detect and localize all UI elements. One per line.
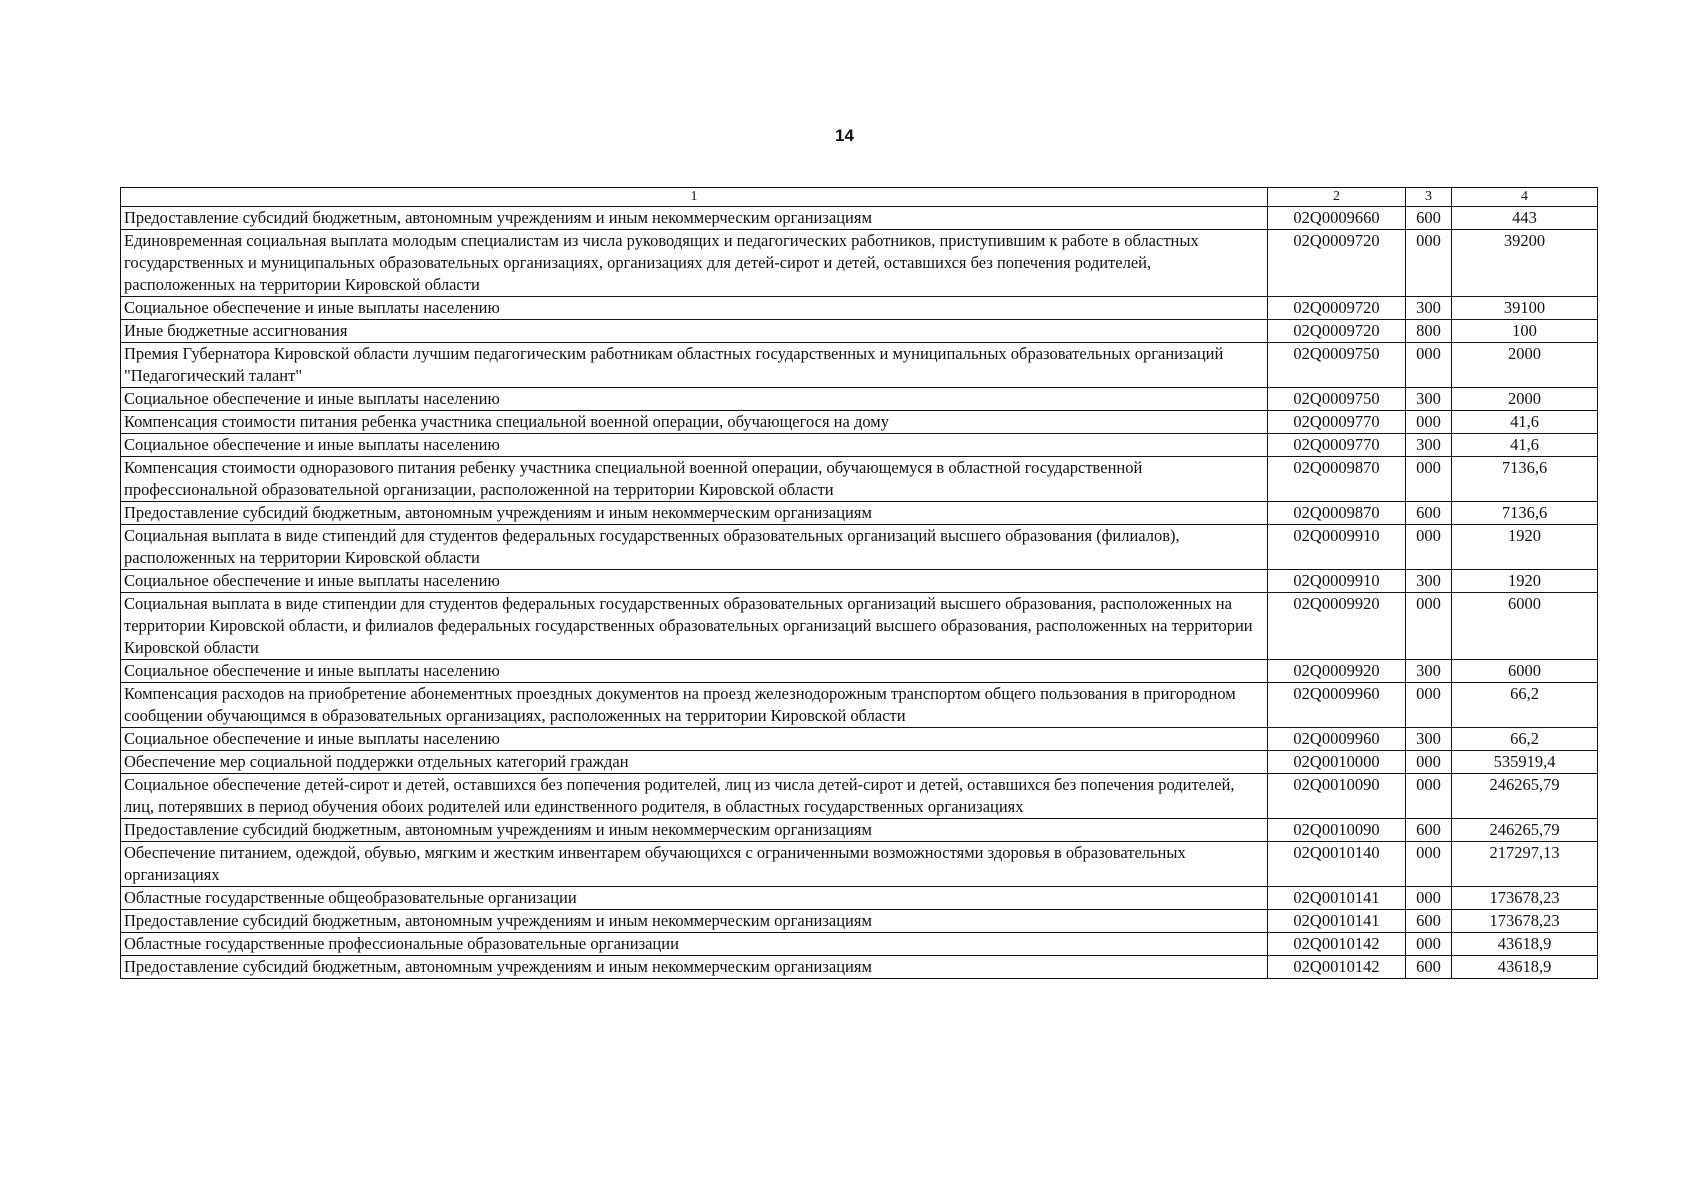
cell-type: 000 <box>1406 933 1452 956</box>
cell-code: 02Q0009770 <box>1268 434 1406 457</box>
table-row <box>121 411 1598 434</box>
cell-type: 000 <box>1406 774 1452 819</box>
cell-amount: 1920 <box>1452 570 1598 593</box>
cell-amount: 66,2 <box>1452 728 1598 751</box>
cell-type: 000 <box>1406 230 1452 297</box>
cell-name: Областные государственные профессиональные образовательные организации <box>121 933 1268 956</box>
cell-type: 600 <box>1406 207 1452 230</box>
cell-type: 300 <box>1406 388 1452 411</box>
cell-amount: 173678,23 <box>1452 887 1598 910</box>
cell-amount: 246265,79 <box>1452 774 1598 819</box>
cell-amount: 217297,13 <box>1452 842 1598 887</box>
table-row <box>121 842 1598 887</box>
cell-code: 02Q0009920 <box>1268 660 1406 683</box>
cell-code: 02Q0009750 <box>1268 388 1406 411</box>
cell-name: Социальное обеспечение и иные выплаты населению <box>121 728 1268 751</box>
cell-type: 000 <box>1406 751 1452 774</box>
budget-table <box>120 187 1598 979</box>
cell-name: Социальное обеспечение и иные выплаты населению <box>121 570 1268 593</box>
cell-name: Социальное обеспечение и иные выплаты населению <box>121 388 1268 411</box>
cell-code: 02Q0009770 <box>1268 411 1406 434</box>
cell-name: Обеспечение питанием, одеждой, обувью, мягким и жестким инвентарем обучающихся с ограниченными возможностями здоровья в образовательных организациях <box>121 842 1268 887</box>
table-row <box>121 683 1598 728</box>
cell-type: 600 <box>1406 819 1452 842</box>
cell-type: 600 <box>1406 502 1452 525</box>
cell-amount: 39100 <box>1452 297 1598 320</box>
cell-amount: 100 <box>1452 320 1598 343</box>
table-row <box>121 933 1598 956</box>
cell-name: Предоставление субсидий бюджетным, автономным учреждениям и иным некоммерческим организациям <box>121 956 1268 979</box>
cell-amount: 39200 <box>1452 230 1598 297</box>
table-row <box>121 751 1598 774</box>
cell-code: 02Q0009910 <box>1268 525 1406 570</box>
cell-type: 000 <box>1406 593 1452 660</box>
cell-amount: 443 <box>1452 207 1598 230</box>
cell-code: 02Q0009720 <box>1268 297 1406 320</box>
table-row <box>121 297 1598 320</box>
table-row <box>121 434 1598 457</box>
cell-name: Социальное обеспечение и иные выплаты населению <box>121 434 1268 457</box>
cell-name: Единовременная социальная выплата молодым специалистам из числа руководящих и педагогических работников, приступившим к работе в областных государственных и муниципальных образовательных организациях, организациях для детей-сирот и детей, оставшихся без попечения родителей, расположенных на территории Кировской области <box>121 230 1268 297</box>
table-row <box>121 502 1598 525</box>
cell-code: 02Q0010141 <box>1268 887 1406 910</box>
cell-amount: 2000 <box>1452 388 1598 411</box>
page-number: 14 <box>835 126 854 145</box>
cell-name: Социальная выплата в виде стипендии для студентов федеральных государственных образовательных организаций высшего образования, расположенных на территории Кировской области, и филиалов федеральных государственных образовательных организаций высшего образования, расположенных на территории Кировской области <box>121 593 1268 660</box>
table-row <box>121 956 1598 979</box>
cell-code: 02Q0009870 <box>1268 457 1406 502</box>
table-row <box>121 388 1598 411</box>
table-row <box>121 660 1598 683</box>
table-row <box>121 525 1598 570</box>
cell-code: 02Q0009920 <box>1268 593 1406 660</box>
table-row <box>121 593 1598 660</box>
cell-amount: 6000 <box>1452 593 1598 660</box>
cell-code: 02Q0010141 <box>1268 910 1406 933</box>
table-row <box>121 320 1598 343</box>
cell-code: 02Q0010142 <box>1268 933 1406 956</box>
cell-type: 000 <box>1406 683 1452 728</box>
cell-code: 02Q0009750 <box>1268 343 1406 388</box>
cell-amount: 66,2 <box>1452 683 1598 728</box>
cell-name: Компенсация стоимости питания ребенка участника специальной военной операции, обучающегося на дому <box>121 411 1268 434</box>
table-body <box>121 207 1598 979</box>
cell-name: Обеспечение мер социальной поддержки отдельных категорий граждан <box>121 751 1268 774</box>
cell-amount: 173678,23 <box>1452 910 1598 933</box>
cell-amount: 7136,6 <box>1452 502 1598 525</box>
table-row <box>121 570 1598 593</box>
cell-amount: 246265,79 <box>1452 819 1598 842</box>
cell-type: 300 <box>1406 660 1452 683</box>
cell-name: Областные государственные общеобразовательные организации <box>121 887 1268 910</box>
cell-name: Предоставление субсидий бюджетным, автономным учреждениям и иным некоммерческим организациям <box>121 502 1268 525</box>
cell-code: 02Q0010000 <box>1268 751 1406 774</box>
column-header-type: 3 <box>1406 188 1452 207</box>
table-row <box>121 774 1598 819</box>
cell-amount: 43618,9 <box>1452 956 1598 979</box>
column-header-amount: 4 <box>1452 188 1598 207</box>
table-row <box>121 819 1598 842</box>
cell-name: Компенсация стоимости одноразового питания ребенку участника специальной военной операции, обучающемуся в областной государственной профессиональной образовательной организации, расположенной на территории Кировской области <box>121 457 1268 502</box>
cell-code: 02Q0010090 <box>1268 774 1406 819</box>
column-header-name: 1 <box>121 188 1268 207</box>
cell-amount: 43618,9 <box>1452 933 1598 956</box>
cell-name: Социальное обеспечение и иные выплаты населению <box>121 660 1268 683</box>
cell-name: Предоставление субсидий бюджетным, автономным учреждениям и иным некоммерческим организациям <box>121 819 1268 842</box>
cell-code: 02Q0009720 <box>1268 230 1406 297</box>
table-row <box>121 910 1598 933</box>
cell-amount: 7136,6 <box>1452 457 1598 502</box>
cell-name: Социальная выплата в виде стипендий для студентов федеральных государственных образовательных организаций высшего образования (филиалов), расположенных на территории Кировской области <box>121 525 1268 570</box>
cell-code: 02Q0010090 <box>1268 819 1406 842</box>
cell-name: Социальное обеспечение детей-сирот и детей, оставшихся без попечения родителей, лиц из числа детей-сирот и детей, оставшихся без попечения родителей, лиц, потерявших в период обучения обоих родителей или единственного родителя, в областных государственных организациях <box>121 774 1268 819</box>
cell-type: 300 <box>1406 570 1452 593</box>
cell-type: 800 <box>1406 320 1452 343</box>
cell-name: Предоставление субсидий бюджетным, автономным учреждениям и иным некоммерческим организациям <box>121 207 1268 230</box>
cell-code: 02Q0009960 <box>1268 728 1406 751</box>
table-header <box>121 188 1598 207</box>
cell-name: Иные бюджетные ассигнования <box>121 320 1268 343</box>
cell-type: 000 <box>1406 457 1452 502</box>
table-row <box>121 207 1598 230</box>
cell-type: 000 <box>1406 887 1452 910</box>
cell-code: 02Q0010140 <box>1268 842 1406 887</box>
cell-name: Премия Губернатора Кировской области лучшим педагогическим работникам областных государственных и муниципальных образовательных организаций "Педагогический талант" <box>121 343 1268 388</box>
cell-name: Предоставление субсидий бюджетным, автономным учреждениям и иным некоммерческим организациям <box>121 910 1268 933</box>
cell-type: 300 <box>1406 434 1452 457</box>
table-row <box>121 457 1598 502</box>
column-header-code: 2 <box>1268 188 1406 207</box>
cell-code: 02Q0009910 <box>1268 570 1406 593</box>
cell-code: 02Q0009660 <box>1268 207 1406 230</box>
cell-type: 000 <box>1406 343 1452 388</box>
cell-code: 02Q0009870 <box>1268 502 1406 525</box>
cell-type: 300 <box>1406 728 1452 751</box>
cell-amount: 1920 <box>1452 525 1598 570</box>
table-row <box>121 230 1598 297</box>
cell-type: 600 <box>1406 910 1452 933</box>
cell-type: 000 <box>1406 525 1452 570</box>
cell-amount: 535919,4 <box>1452 751 1598 774</box>
cell-amount: 41,6 <box>1452 411 1598 434</box>
table-row <box>121 728 1598 751</box>
cell-name: Социальное обеспечение и иные выплаты населению <box>121 297 1268 320</box>
cell-type: 000 <box>1406 842 1452 887</box>
cell-name: Компенсация расходов на приобретение абонементных проездных документов на проезд железнодорожным транспортом общего пользования в пригородном сообщении обучающимся в образовательных организациях, расположенных на территории Кировской области <box>121 683 1268 728</box>
cell-code: 02Q0010142 <box>1268 956 1406 979</box>
cell-code: 02Q0009960 <box>1268 683 1406 728</box>
header-row <box>121 188 1598 207</box>
cell-type: 300 <box>1406 297 1452 320</box>
cell-amount: 6000 <box>1452 660 1598 683</box>
cell-amount: 2000 <box>1452 343 1598 388</box>
cell-code: 02Q0009720 <box>1268 320 1406 343</box>
table-row <box>121 343 1598 388</box>
cell-type: 000 <box>1406 411 1452 434</box>
cell-amount: 41,6 <box>1452 434 1598 457</box>
table-row <box>121 887 1598 910</box>
cell-type: 600 <box>1406 956 1452 979</box>
